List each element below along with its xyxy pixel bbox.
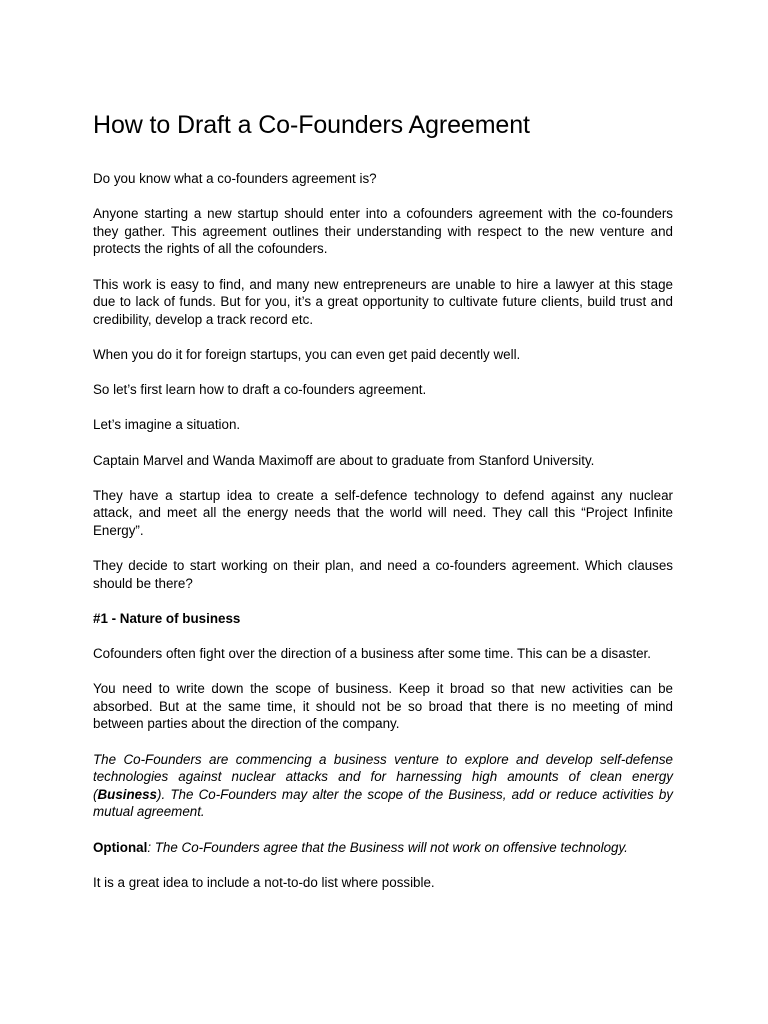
paragraph-clauses-question: They decide to start working on their plan, and need a co-founders agreement. Which clauses should be there? [93,558,673,591]
paragraph-opportunity: This work is easy to find, and many new entrepreneurs are unable to hire a lawyer at this stage due to lack of funds. But for you, it’s a great opportunity to cultivate future clients, build trust and credibility, develop a track record etc. [93,276,673,327]
optional-clause-text: : The Co-Founders agree that the Business will not work on offensive technology. [147,839,628,855]
optional-label: Optional [93,839,148,855]
optional-clause [93,839,673,857]
paragraph-cofounders-agreement: Anyone starting a new startup should enter into a cofounders agreement with the co-founders they gather. This agreement outlines their understanding with respect to the new venture and protects the rights of all the cofounders. [93,206,673,257]
sample-clause-business [93,751,673,821]
clause-text-part1: The Co-Founders are commencing a business venture to explore and develop self-defense technologies against nuclear attacks and for harnessing high amounts of clean energy ( [93,751,673,802]
document-title: How to Draft a Co-Founders Agreement [93,111,530,139]
paragraph-learn-draft: So let’s first learn how to draft a co-founders agreement. [93,382,427,398]
intro-question: Do you know what a co-founders agreement is? [93,171,377,186]
paragraph-scope-of-business: You need to write down the scope of business. Keep it broad so that new activities can be absorbed. But at the same time, it should not be so broad that there is no meeting of mind between parties about the direction of the company. [93,681,673,732]
paragraph-foreign-startups: When you do it for foreign startups, you can even get paid decently well. [93,346,521,362]
document-page [93,108,673,909]
paragraph-cofounder-fights: Cofounders often fight over the direction of a business after some time. This can be a disaster. [93,646,651,662]
clause-text-part2: ). The Co-Founders may alter the scope of the Business, add or reduce activities by mutual agreement. [93,786,673,820]
section-heading-nature-of-business: #1 - Nature of business [93,610,241,626]
paragraph-not-to-do-list: It is a great idea to include a not-to-do list where possible. [93,874,435,890]
clause-defined-term: Business [97,786,158,802]
paragraph-imagine: Let’s imagine a situation. [93,417,241,433]
paragraph-characters: Captain Marvel and Wanda Maximoff are about to graduate from Stanford University. [93,452,595,468]
paragraph-startup-idea: They have a startup idea to create a self-defence technology to defend against any nuclear attack, and meet all the energy needs that the world will need. They call this “Project Infinite Energy”. [93,487,673,538]
